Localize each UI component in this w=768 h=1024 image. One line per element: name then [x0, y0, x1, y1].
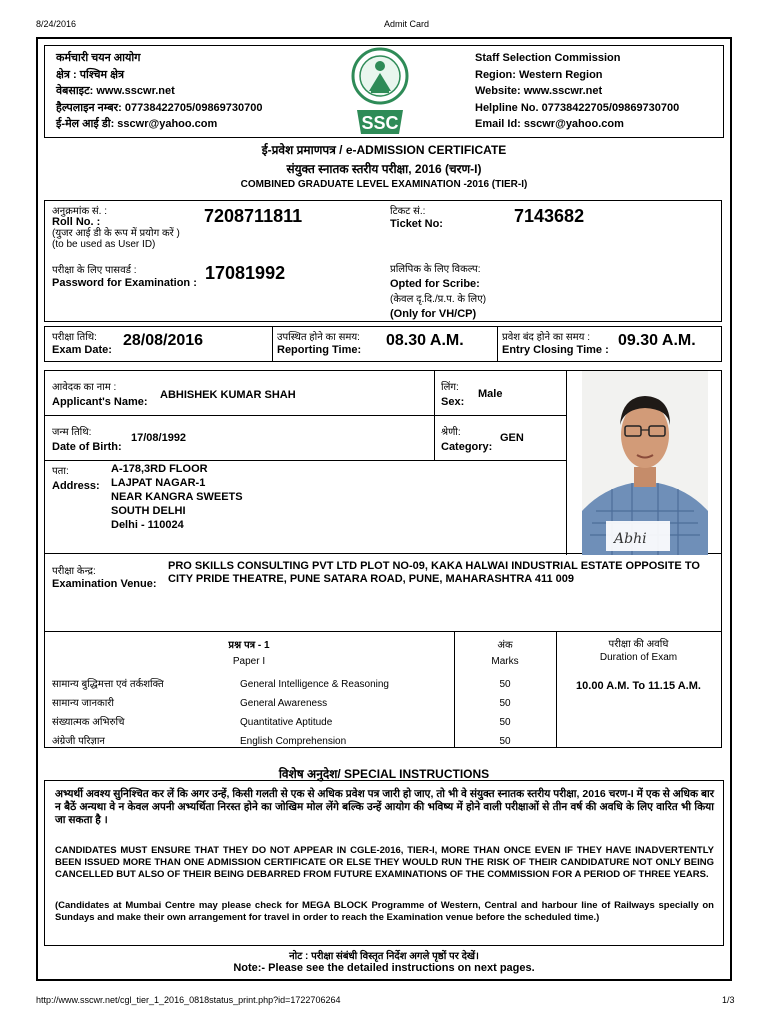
password-value: 17081992 — [205, 263, 286, 283]
subject-hi: संख्यात्मक अभिरुचि — [52, 717, 125, 728]
subject-en: Quantitative Aptitude — [240, 717, 333, 728]
subject-marks: 50 — [499, 717, 511, 728]
exam-date-label-hi: परीक्षा तिथि: — [52, 332, 97, 343]
special-en-para: CANDIDATES MUST ENSURE THAT THEY DO NOT APPEAR IN CGLE-2016, TIER-I, MORE THAN ONCE EVEN IF THEY HAVE INADVERTENTLY BEEN ISSUED MORE THAN ONE ADMISSION CERTIFICATE OR ELSE THEY WOULD RUN THE RISK OF THEIR CANDIDATURE NOT ONLY BEING CANCELLED BUT ALSO OF THEIR BEING DEBARRED FROM FUTURE EXAMINATIONS OF THE COMMISSION FOR A PERIOD OF THREE YEARS. — [55, 845, 714, 880]
category-label — [441, 426, 492, 454]
applicant-label — [52, 381, 148, 409]
venue-value — [168, 560, 721, 586]
address-value — [111, 462, 243, 532]
header-en-line: Website: www.sscwr.net — [475, 85, 603, 97]
address-line: Delhi - 110024 — [111, 519, 184, 531]
subject-en: General Awareness — [240, 698, 328, 709]
duration-head-hi: परीक्षा की अवधि — [608, 639, 669, 650]
dob-value: 17/08/1992 — [131, 432, 187, 444]
paper-head-en: Paper I — [232, 656, 266, 667]
title-admission-certificate: ई-प्रवेश प्रमाणपत्र / e-ADMISSION CERTIFICATE — [261, 143, 507, 157]
reporting-label — [277, 331, 361, 357]
header-hindi — [56, 50, 263, 133]
exam-date-label — [52, 331, 112, 357]
note-en: Note:- Please see the detailed instructions on next pages. — [233, 962, 535, 974]
print-title: Admit Card — [384, 19, 430, 29]
header-hi-line: वेबसाइट: www.sscwr.net — [56, 85, 175, 97]
header-en-line: Helpline No. 07738422705/09869730700 — [475, 101, 680, 114]
scribe-note-hi: (केवल दृ.दि./प्र.प. के लिए) — [390, 294, 487, 305]
duration-head-en: Duration of Exam — [599, 652, 678, 663]
ssc-logo — [349, 46, 411, 136]
paper-head-hi: प्रश्न पत्र - 1 — [228, 640, 270, 651]
address-label-en: Address: — [52, 480, 100, 492]
print-url: http://www.sscwr.net/cgl_tier_1_2016_0818status_print.php?id=1722706264 — [36, 995, 341, 1005]
exam-date-value: 28/08/2016 — [123, 332, 204, 349]
subject-marks: 50 — [499, 679, 511, 690]
venue-label-hi: परीक्षा केन्द्र: — [52, 566, 96, 577]
subject-hi: सामान्य बुद्धिमत्ता एवं तर्कशक्ति — [52, 679, 164, 690]
password-label-en: Password for Examination : — [52, 277, 197, 289]
title-exam-hindi: संयुक्त स्नातक स्तरीय परीक्षा, 2016 (चरण-I) — [286, 162, 482, 176]
paper-subjects-hi — [52, 675, 164, 751]
paper-subjects-en — [240, 675, 389, 751]
subject-marks: 50 — [499, 736, 511, 747]
ticket-label-hi: टिकट सं.: — [390, 206, 426, 217]
exam-date-label-en: Exam Date: — [52, 344, 112, 356]
subject-hi: अंग्रेजी परिज्ञान — [52, 736, 105, 747]
venue-line: PRO SKILLS CONSULTING PVT LTD PLOT NO-09, KAKA HALWAI INDUSTRIAL ESTATE OPPOSITE TO — [168, 560, 700, 572]
reporting-label-en: Reporting Time: — [277, 344, 362, 356]
scribe-label-en: Opted for Scribe: — [390, 278, 480, 290]
subject-marks: 50 — [499, 698, 511, 709]
closing-label — [502, 331, 609, 357]
sex-label-hi: लिंग: — [441, 382, 459, 393]
ticket-number: 7143682 — [514, 206, 585, 226]
special-mumbai-para: (Candidates at Mumbai Centre may please check for MEGA BLOCK Programme of Western, Central and harbour line of Railways specially on Sundays and make their own arrangement for travel in order to reach the Examination venue before the scheduled time.) — [55, 900, 714, 923]
ticket-label — [390, 206, 443, 230]
dob-label-hi: जन्म तिथि: — [52, 427, 92, 438]
applicant-name: ABHISHEK KUMAR SHAH — [160, 389, 296, 401]
header-en-line: Region: Western Region — [475, 68, 603, 81]
password-label — [52, 264, 197, 290]
address-line: SOUTH DELHI — [111, 505, 186, 517]
closing-value: 09.30 A.M. — [618, 332, 696, 349]
reporting-label-hi: उपस्थित होने का समय: — [277, 332, 360, 343]
note-hi: नोट : परीक्षा संबंधी विस्तृत निर्देश अगले पृष्ठों पर देखें। — [289, 951, 479, 962]
closing-label-en: Entry Closing Time : — [502, 344, 609, 356]
venue-line: CITY PRIDE THEATRE, PUNE SATARA ROAD, PUNE, MAHARASHTRA 411 009 — [168, 573, 575, 585]
paper-marks — [454, 675, 556, 751]
sex-label-en: Sex: — [441, 396, 465, 408]
marks-head-hi: अंक — [497, 640, 513, 651]
header-hi-line: हैल्पलाइन नम्बर: 07738422705/09869730700 — [56, 101, 263, 114]
venue-label-en: Examination Venue: — [52, 578, 157, 590]
roll-number: 7208711811 — [204, 206, 303, 226]
roll-label-hi: अनुक्रमांक सं. : — [52, 206, 107, 217]
subject-en: General Intelligence & Reasoning — [240, 679, 389, 690]
applicant-signature: Abhi — [614, 531, 647, 547]
category-label-en: Category: — [441, 441, 493, 453]
header-en-line: Email Id: sscwr@yahoo.com — [475, 118, 624, 130]
closing-label-hi: प्रवेश बंद होने का समय : — [502, 332, 590, 343]
header-en-line: Staff Selection Commission — [475, 52, 621, 64]
address-line: NEAR KANGRA SWEETS — [111, 491, 243, 503]
category-value: GEN — [500, 432, 524, 444]
header-hi-line: क्षेत्र : पश्चिम क्षेत्र — [56, 68, 125, 81]
header-hi-line: कर्मचारी चयन आयोग — [56, 52, 141, 64]
special-hi-para: अभ्यर्थी अवश्य सुनिश्चित कर लें कि अगर उन्हें, किसी गलती से एक से अधिक प्रवेश पत्र जारी हो जाए, तो भी वे संयुक्त स्नातक स्तरीय परीक्षा, 2016 चरण-I में एक से अधिक बार न बैठें अन्यथा वे न केवल अपनी अभ्यर्थिता निरस्त होने का जोखिम मोल लेंगे बल्कि उन्हें आयोग की भविष्य में होने वाली परीक्षाओं से तीन वर्ष की अवधि के लिए वारित भी किया जा सकता है । — [55, 788, 714, 826]
print-page: 1/3 — [722, 995, 735, 1005]
duration-value: 10.00 A.M. To 11.15 A.M. — [576, 680, 701, 692]
subject-hi: सामान्य जानकारी — [52, 698, 114, 709]
dob-label — [52, 426, 122, 454]
venue-label — [52, 565, 157, 591]
address-label — [52, 465, 100, 493]
reporting-value: 08.30 A.M. — [386, 332, 464, 349]
scribe-note-en: (Only for VH/CP) — [390, 308, 477, 320]
header-hi-line: ई-मेल आई डी: sscwr@yahoo.com — [56, 118, 218, 130]
address-line: A-178,3RD FLOOR — [111, 463, 208, 475]
address-label-hi: पता: — [52, 466, 69, 477]
password-label-hi: परीक्षा के लिए पासवर्ड : — [52, 265, 137, 276]
marks-head-en: Marks — [491, 656, 519, 667]
subject-en: English Comprehension — [240, 736, 347, 747]
scribe-label — [390, 262, 486, 322]
ssc-logo-text: SSC — [361, 113, 399, 133]
applicant-photo — [582, 371, 708, 555]
applicant-label-hi: आवेदक का नाम : — [52, 382, 117, 393]
dob-label-en: Date of Birth: — [52, 441, 122, 453]
print-date: 8/24/2016 — [36, 19, 77, 29]
category-label-hi: श्रेणी: — [441, 427, 461, 438]
applicant-label-en: Applicant's Name: — [52, 396, 148, 408]
title-exam-english: COMBINED GRADUATE LEVEL EXAMINATION -2016 (TIER-I) — [240, 179, 528, 190]
ticket-label-en: Ticket No: — [390, 218, 443, 230]
scribe-label-hi: प्रलिपिक के लिए विकल्प: — [390, 264, 481, 275]
sex-value: Male — [478, 388, 503, 400]
sex-label — [441, 381, 464, 409]
header-english — [475, 50, 679, 133]
address-line: LAJPAT NAGAR-1 — [111, 477, 206, 489]
roll-label-en: Roll No. : — [52, 216, 101, 228]
special-instructions-title: विशेष अनुदेश/ SPECIAL INSTRUCTIONS — [278, 767, 490, 781]
roll-note-en: (to be used as User ID) — [52, 239, 156, 250]
roll-label — [52, 206, 180, 250]
roll-note-hi: (युजर आई डी के रूप में प्रयोग करें ) — [52, 228, 180, 239]
